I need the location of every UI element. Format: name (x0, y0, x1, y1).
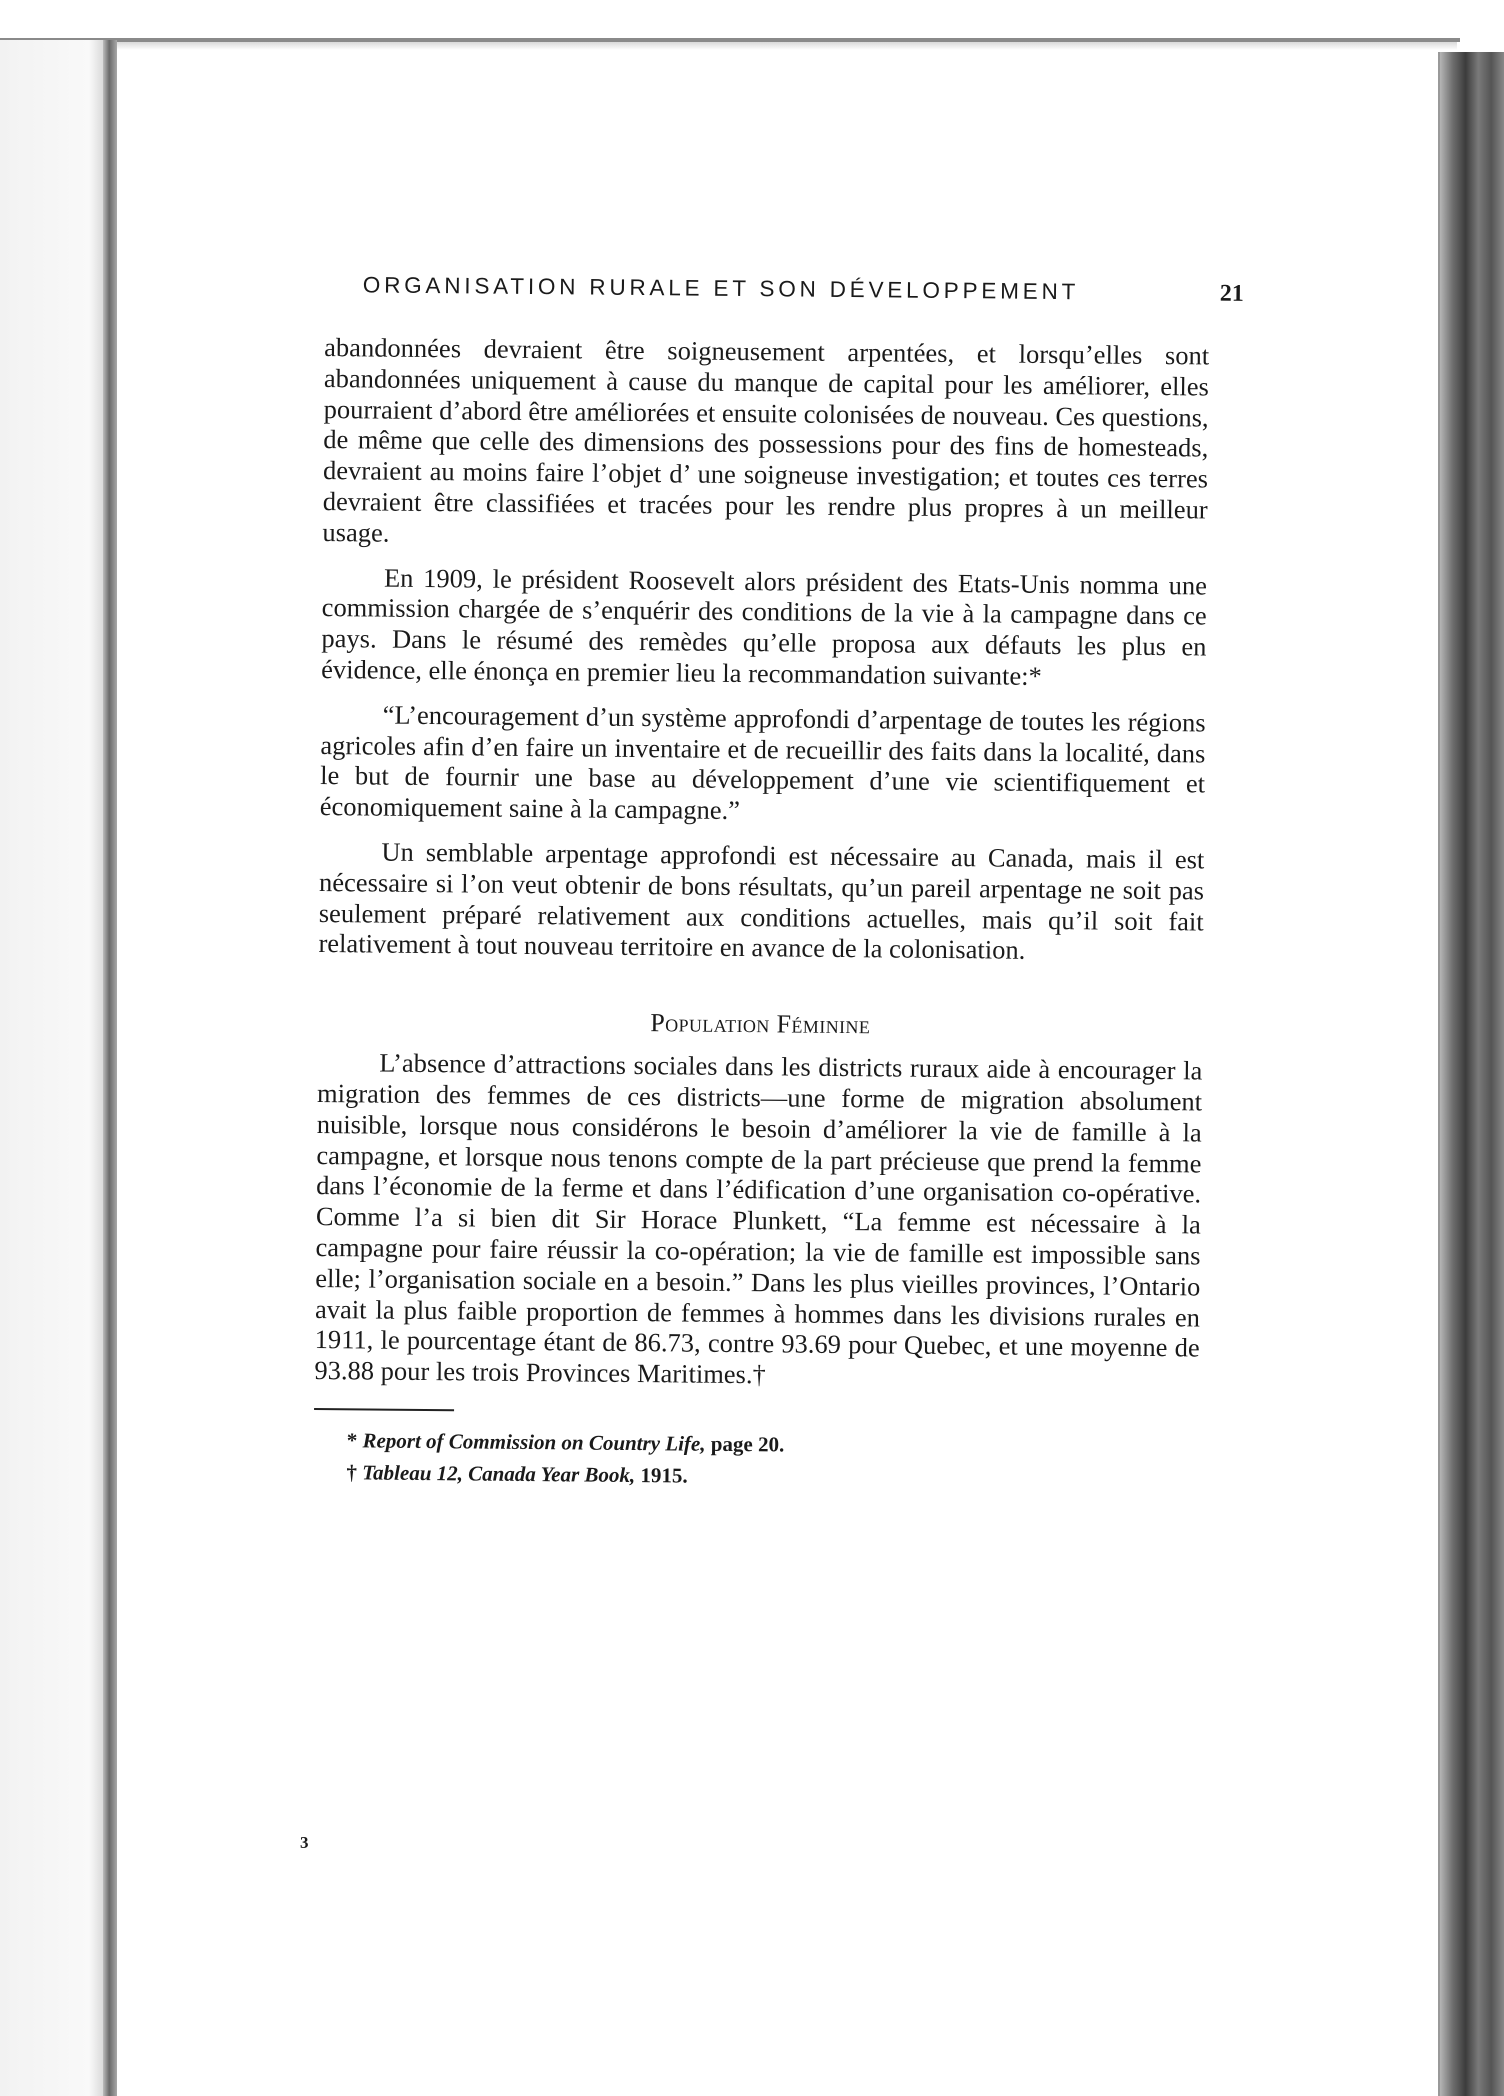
page-stack-edge (1440, 52, 1504, 2096)
section-heading: Population Féminine (650, 1008, 871, 1040)
paragraph-population: L’absence d’attractions sociales dans les districts ruraux aide à encourager la migration des femmes de ces districts—une forme de migration absolument nuisible, lorsque nous considérons le besoin d’améliorer la vie de famille à la campagne, et lorsque nous tenons compte de la part précieuse que prend la femme dans l’économie de la ferme et dans l’édification d’une organisation co-opérative. Comme l’a si bien dit Sir Horace Plunkett, “La femme est nécessaire à la campagne pour faire réussir la co-opération; la vie de famille est impossible sans elle; l’organisation sociale en a besoin.” Dans les plus vieilles provinces, l’Ontario avait la plus faible proportion de femmes à hommes dans les divisions rurales en 1911, le pourcentage étant de 86.73, contre 93.69 pour Quebec, et une moyenne de 93.88 pour les trois Provinces Maritimes.† (314, 1047, 1203, 1390)
page-body (313, 332, 1209, 1496)
paragraph-canada: Un semblable arpentage approfondi est nécessaire au Canada, mais il est nécessaire si l’on veut obtenir de bons résultats, qu’un pareil arpentage ne soit pas seulement préparé relativement aux conditions actuelles, mais qu’il soit fait relativement à tout nouveau territoire en avance de la colonisation. (318, 836, 1205, 966)
book-gutter (103, 40, 117, 2096)
running-head-title: ORGANISATION RURALE ET SON DÉVELOPPEMENT (362, 272, 1080, 305)
footnote-mark: † (346, 1460, 358, 1485)
page-content (313, 270, 1244, 1496)
footnote-detail: 1915. (635, 1462, 688, 1488)
footnote-mark: * (346, 1428, 358, 1453)
footnote-source: Report of Commission on Country Life, (362, 1428, 706, 1456)
paragraph-roosevelt: En 1909, le président Roosevelt alors président des Etats-Unis nomma une commission chargée de s’enquérir des conditions de la vie à la campagne dans ce pays. Dans le résumé des remèdes qu’elle proposa aux défauts les plus en évidence, elle énonça en premier lieu la recommandation suivante:* (321, 562, 1208, 691)
footnote-source: Tableau 12, Canada Year Book, (362, 1460, 636, 1487)
paragraph-continued: abandonnées devraient être soigneusement arpentées, et lorsqu’elles sont abandonnées uniquement à cause du manque de capital pour les améliorer, elles pourraient d’abord être améliorées et ensuite colonisées de nouveau. Ces questions, de même que celle des dimensions des possessions pour des fins de homesteads, devraient au moins faire l’objet d’ une soigneuse investigation; et toutes ces terres devraient être classifiées et tracées pour les rendre plus propres à un meilleur usage. (322, 331, 1210, 548)
running-head (362, 270, 1244, 318)
signature-mark: 3 (300, 1833, 309, 1852)
footnote-detail: page 20. (705, 1431, 785, 1457)
page-top-shadow (117, 42, 1457, 50)
quotation: “L’encouragement d’un système approfondi d’arpentage de toutes les régions agricoles afin d’en faire un inventaire et de recueillir des faits dans la localité, dans le but de fournir une base au développement d’une vie scientifiquement et économiquement saine à la campagne.” (319, 699, 1206, 826)
facing-page-edge (0, 40, 105, 2096)
page-number: 21 (1219, 280, 1244, 307)
footnotes (313, 1424, 1199, 1496)
footnote-rule (314, 1408, 454, 1411)
footnote (346, 1456, 1198, 1496)
